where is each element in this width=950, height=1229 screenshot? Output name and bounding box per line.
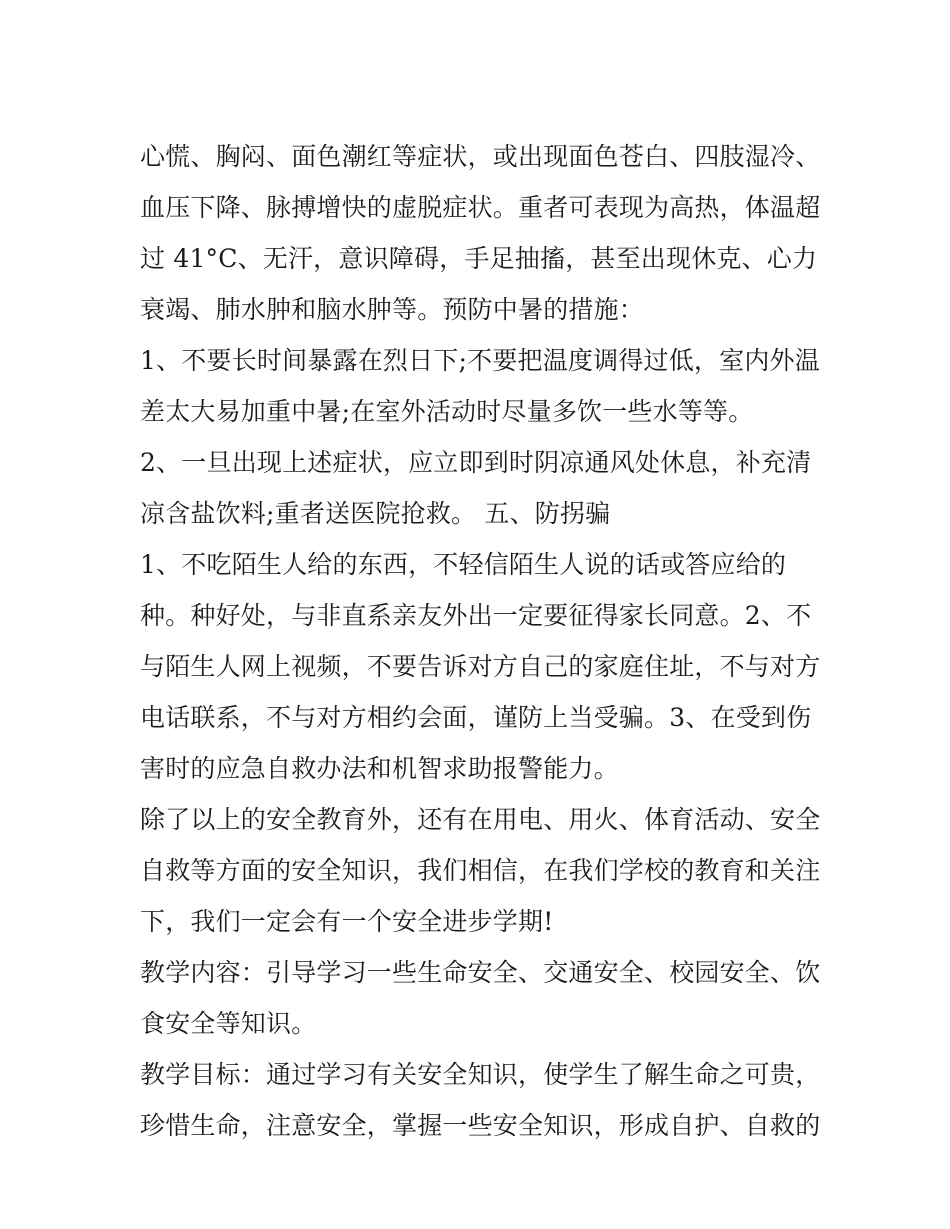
text-line: 食安全等知识。 [140, 1009, 317, 1038]
text-line: 除了以上的安全教育外，还有在用电、用火、体育活动、安全 [140, 805, 821, 834]
text-line: 1、不吃陌生人给的东西，不轻信陌生人说的话或答应给的 [140, 550, 787, 579]
text-line: 血压下降、脉搏增快的虚脱症状。重者可表现为高热，体温超 [140, 193, 821, 222]
text-line: 教学内容：引导学习一些生命安全、交通安全、校园安全、饮 [140, 958, 821, 987]
text-line: 2、一旦出现上述症状，应立即到时阴凉通风处休息，补充清 [140, 448, 812, 477]
text-line: 下，我们一定会有一个安全进步学期! [140, 907, 554, 936]
text-line: 过 41°C、无汗，意识障碍，手足抽搐，甚至出现休克、心力 [140, 244, 818, 273]
text-line: 自救等方面的安全知识，我们相信，在我们学校的教育和关注 [140, 856, 821, 885]
text-line: 1、不要长时间暴露在烈日下;不要把温度调得过低，室内外温 [140, 346, 820, 375]
text-line: 教学目标：通过学习有关安全知识，使学生了解生命之可贵， [140, 1060, 821, 1089]
text-line: 衰竭、肺水肿和脑水肿等。预防中暑的措施： [140, 295, 645, 324]
document-body [140, 131, 820, 1151]
text-line: 种。种好处，与非直系亲友外出一定要征得家长同意。2、不 [140, 601, 812, 630]
text-line: 凉含盐饮料;重者送医院抢救。 五、防拐骗 [140, 499, 611, 528]
text-line: 与陌生人网上视频，不要告诉对方自己的家庭住址，不与对方 [140, 652, 821, 681]
text-line: 差太大易加重中暑;在室外活动时尽量多饮一些水等等。 [140, 397, 754, 426]
text-line: 珍惜生命，注意安全，掌握一些安全知识，形成自护、自救的 [140, 1111, 821, 1140]
text-line: 害时的应急自救办法和机智求助报警能力。 [140, 754, 619, 783]
text-line: 电话联系，不与对方相约会面，谨防上当受骗。3、在受到伤 [140, 703, 812, 732]
text-line: 心慌、胸闷、面色潮红等症状，或出现面色苍白、四肢湿冷、 [140, 142, 821, 171]
